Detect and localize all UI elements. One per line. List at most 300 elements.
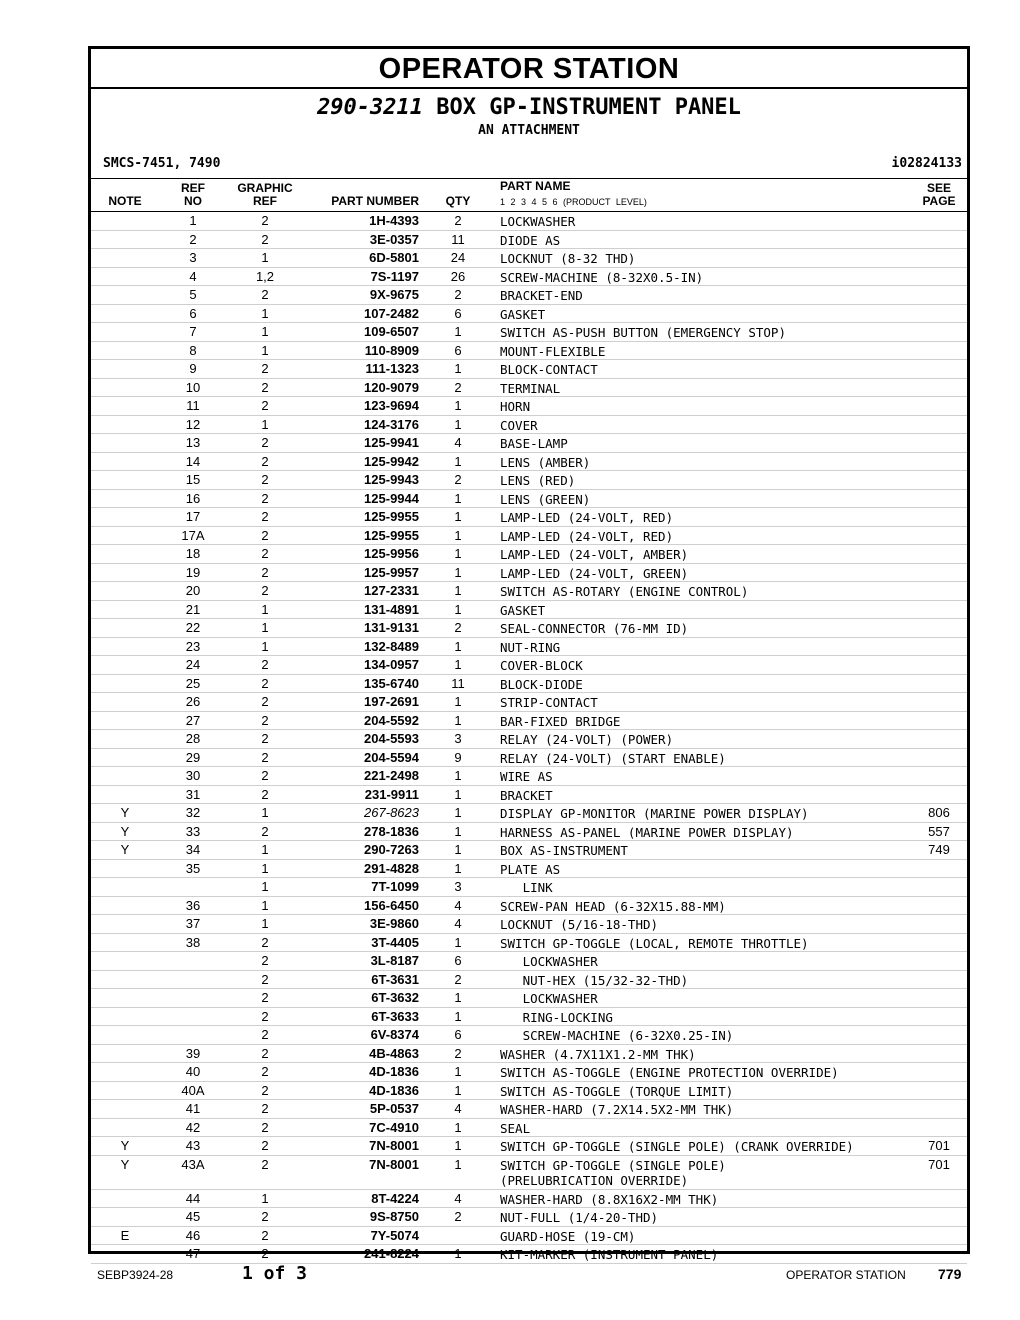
row-graphic-ref: 2	[261, 786, 269, 802]
row-part-name: PLATE AS	[500, 861, 561, 877]
row-qty: 4	[454, 1101, 462, 1116]
group-description: BOX GP-INSTRUMENT PANEL	[436, 95, 741, 120]
col-graphic-bottom: REF	[253, 194, 277, 208]
row-qty: 1	[454, 786, 462, 802]
row-qty: 1	[454, 490, 462, 506]
table-row	[91, 730, 967, 749]
row-graphic-ref: 1	[261, 250, 269, 265]
row-part-name: LENS (RED)	[500, 473, 576, 488]
row-qty: 1	[454, 1008, 462, 1024]
footer-page-of: 1 of 3	[242, 1263, 308, 1284]
row-part-name: LOCKWASHER	[500, 991, 598, 1006]
row-graphic-ref: 1	[261, 305, 269, 321]
row-graphic-ref: 1	[261, 879, 269, 894]
row-note: E	[120, 1227, 130, 1243]
row-ref-no: 37	[185, 916, 201, 931]
row-qty: 1	[454, 823, 462, 839]
row-part-number: 125-9942	[364, 453, 419, 469]
row-qty: 3	[454, 731, 462, 746]
row-part-name: DISPLAY GP-MONITOR (MARINE POWER DISPLAY)	[500, 806, 809, 821]
row-part-number: 125-9955	[364, 509, 419, 524]
row-note: Y	[120, 805, 130, 820]
row-part-number: 135-6740	[364, 675, 419, 691]
row-part-number: 7Y-5074	[370, 1227, 419, 1243]
row-graphic-ref: 2	[261, 1027, 269, 1042]
row-ref-no: 2	[189, 231, 197, 247]
row-part-name: LENS (GREEN)	[500, 491, 591, 507]
table-row	[91, 1245, 967, 1264]
row-graphic-ref: 2	[261, 490, 269, 506]
row-qty: 2	[454, 213, 462, 228]
row-part-number: 123-9694	[364, 398, 419, 413]
footer-page-number: 779	[938, 1266, 962, 1282]
row-graphic-ref: 1	[261, 916, 269, 931]
table-row	[91, 1208, 967, 1227]
row-part-name: KIT-MARKER (INSTRUMENT PANEL)	[500, 1247, 719, 1262]
row-part-name: HARNESS AS-PANEL (MARINE POWER DISPLAY)	[500, 824, 794, 840]
table-row	[91, 1227, 967, 1246]
row-graphic-ref: 2	[261, 1209, 269, 1224]
row-qty: 1	[454, 564, 462, 580]
table-row	[91, 249, 967, 268]
table-row	[91, 675, 967, 694]
table-row	[91, 268, 967, 287]
row-part-name: WASHER-HARD (8.8X16X2-MM THK)	[500, 1191, 719, 1207]
table-row	[91, 286, 967, 305]
table-row	[91, 471, 967, 490]
row-qty: 1	[454, 694, 462, 709]
col-see-top: SEE	[926, 181, 951, 195]
row-part-name: BRACKET	[500, 787, 553, 803]
row-graphic-ref: 2	[261, 953, 269, 968]
row-part-number: 6V-8374	[370, 1027, 419, 1042]
row-part-number: 6T-3631	[371, 971, 419, 987]
row-ref-no: 29	[185, 749, 201, 765]
row-part-name: LOCKNUT (5/16-18-THD)	[500, 917, 659, 932]
row-part-number: 3L-8187	[370, 953, 419, 968]
table-row	[91, 897, 967, 916]
col-qty: QTY	[445, 194, 471, 208]
table-row	[91, 231, 967, 250]
column-header	[91, 179, 967, 212]
table-row	[91, 1026, 967, 1045]
table-row	[91, 564, 967, 583]
table-row	[91, 638, 967, 657]
row-graphic-ref: 2	[261, 971, 269, 987]
row-part-number: 125-9957	[364, 564, 419, 580]
row-part-name: SWITCH AS-TOGGLE (ENGINE PROTECTION OVERRIDE)	[500, 1065, 839, 1080]
table-row	[91, 712, 967, 731]
row-part-number: 5P-0537	[369, 1101, 419, 1116]
row-part-number: 3E-9860	[369, 916, 419, 931]
table-row	[91, 508, 967, 527]
row-part-name: LINK	[500, 880, 553, 895]
row-graphic-ref: 2	[261, 1227, 269, 1243]
row-qty: 1	[454, 398, 462, 413]
row-graphic-ref: 2	[261, 435, 269, 450]
row-part-number: 109-6507	[364, 324, 419, 339]
row-part-number: 290-7263	[364, 842, 419, 857]
row-part-name: SEAL-CONNECTOR (76-MM ID)	[500, 621, 689, 636]
row-part-number: 111-1323	[365, 361, 419, 376]
row-part-number: 9X-9675	[369, 287, 419, 302]
table-row	[91, 397, 967, 416]
row-graphic-ref: 1	[261, 805, 269, 820]
row-qty: 1	[454, 453, 462, 469]
table-row	[91, 767, 967, 786]
row-part-number: 241-8224	[364, 1246, 419, 1261]
row-ref-no: 43	[185, 1138, 201, 1153]
row-part-name: SWITCH AS-ROTARY (ENGINE CONTROL)	[500, 584, 749, 599]
row-part-name: SWITCH AS-PUSH BUTTON (EMERGENCY STOP)	[500, 325, 786, 340]
row-part-number: 125-9955	[364, 527, 419, 543]
row-graphic-ref: 2	[261, 675, 269, 691]
row-part-number: 124-3176	[364, 416, 419, 432]
row-ref-no: 4	[189, 268, 197, 284]
table-row	[91, 989, 967, 1008]
table-row	[91, 952, 967, 971]
table-row	[91, 360, 967, 379]
row-ref-no: 11	[186, 398, 200, 413]
row-part-number: 197-2691	[364, 694, 419, 709]
row-part-name: SWITCH GP-TOGGLE (SINGLE POLE) (PRELUBRICATION OVERRIDE)	[500, 1157, 726, 1188]
row-part-number: 8T-4224	[371, 1190, 419, 1206]
table-row	[91, 323, 967, 342]
row-part-number: 125-9943	[364, 472, 419, 487]
row-qty: 2	[454, 379, 462, 395]
row-ref-no: 20	[185, 583, 201, 598]
row-graphic-ref: 2	[261, 1045, 269, 1061]
row-see-page: 557	[928, 823, 950, 839]
row-qty: 6	[454, 305, 462, 321]
row-qty: 2	[454, 971, 462, 987]
row-part-name: BLOCK-DIODE	[500, 676, 583, 692]
table-row	[91, 656, 967, 675]
row-part-name: HORN	[500, 399, 531, 414]
table-row	[91, 1156, 967, 1190]
row-ref-no: 10	[185, 379, 201, 395]
row-part-name: SWITCH GP-TOGGLE (LOCAL, REMOTE THROTTLE)	[500, 935, 809, 951]
row-graphic-ref: 2	[261, 934, 269, 950]
row-qty: 4	[454, 916, 462, 931]
row-graphic-ref: 1	[261, 342, 269, 358]
row-ref-no: 39	[185, 1045, 201, 1061]
row-graphic-ref: 1	[261, 638, 269, 654]
row-ref-no: 38	[185, 934, 201, 950]
col-note: NOTE	[108, 194, 142, 208]
table-row	[91, 1045, 967, 1064]
row-qty: 4	[454, 435, 462, 450]
row-part-number: 120-9079	[364, 379, 419, 395]
row-part-name: WASHER (4.7X11X1.2-MM THK)	[500, 1046, 696, 1062]
row-ref-no: 5	[189, 287, 197, 302]
row-qty: 6	[454, 953, 462, 968]
row-ref-no: 22	[185, 620, 201, 635]
row-part-name: WIRE AS	[500, 769, 553, 784]
row-graphic-ref: 2	[261, 379, 269, 395]
row-qty: 1	[454, 657, 462, 672]
row-part-number: 3E-0357	[369, 231, 419, 247]
row-part-number: 156-6450	[364, 897, 419, 913]
row-graphic-ref: 2	[261, 1008, 269, 1024]
row-part-name: LOCKWASHER	[500, 954, 598, 969]
row-part-number: 6T-3632	[371, 990, 419, 1005]
row-part-number: 221-2498	[364, 768, 419, 783]
illustration-id: i02824133	[891, 156, 962, 171]
table-row	[91, 379, 967, 398]
row-qty: 4	[454, 897, 462, 913]
row-ref-no: 6	[189, 305, 197, 321]
row-part-name: SCREW-PAN HEAD (6-32X15.88-MM)	[500, 898, 726, 914]
group-part-number: 290-3211	[317, 95, 424, 120]
row-part-name: DIODE AS	[500, 232, 561, 248]
row-part-name: SCREW-MACHINE (8-32X0.5-IN)	[500, 269, 704, 285]
row-ref-no: 13	[185, 435, 201, 450]
smcs-code: SMCS-7451, 7490	[103, 156, 221, 171]
row-part-number: 204-5593	[364, 731, 419, 746]
row-graphic-ref: 1	[261, 860, 269, 876]
row-graphic-ref: 2	[261, 546, 269, 561]
row-ref-no: 26	[185, 694, 201, 709]
row-part-number: 4B-4863	[369, 1045, 419, 1061]
table-row	[91, 453, 967, 472]
table-row	[91, 1082, 967, 1101]
row-ref-no: 42	[185, 1119, 201, 1135]
row-part-number: 7N-8001	[369, 1138, 419, 1153]
row-ref-no: 41	[185, 1101, 201, 1116]
row-part-name: BLOCK-CONTACT	[500, 362, 598, 377]
table-row	[91, 1137, 967, 1156]
row-part-number: 132-8489	[364, 638, 419, 654]
row-part-number: 7C-4910	[369, 1119, 419, 1135]
row-graphic-ref: 2	[261, 990, 269, 1005]
row-part-number: 7T-1099	[371, 879, 419, 894]
row-qty: 2	[454, 620, 462, 635]
table-row	[91, 1008, 967, 1027]
row-qty: 1	[454, 583, 462, 598]
row-part-number: 6T-3633	[371, 1008, 419, 1024]
row-ref-no: 16	[185, 490, 201, 506]
row-qty: 1	[454, 712, 462, 728]
table-row	[91, 1119, 967, 1138]
row-ref-no: 47	[185, 1246, 201, 1261]
row-part-name: LAMP-LED (24-VOLT, RED)	[500, 528, 674, 544]
row-ref-no: 30	[185, 768, 201, 783]
row-ref-no: 14	[185, 453, 201, 469]
row-graphic-ref: 2	[261, 1246, 269, 1261]
parts-group-header	[91, 89, 967, 179]
row-ref-no: 25	[185, 675, 201, 691]
row-part-name: LOCKWASHER	[500, 214, 576, 229]
row-qty: 2	[454, 287, 462, 302]
row-qty: 11	[451, 231, 465, 247]
row-ref-no: 7	[189, 324, 197, 339]
row-part-number: 131-4891	[364, 601, 419, 617]
row-ref-no: 43A	[181, 1156, 205, 1172]
row-part-name: RELAY (24-VOLT) (POWER)	[500, 732, 674, 747]
row-qty: 1	[454, 1064, 462, 1079]
row-part-number: 3T-4405	[371, 934, 419, 950]
table-row	[91, 582, 967, 601]
row-part-number: 278-1836	[364, 823, 419, 839]
footer-section: OPERATOR STATION	[786, 1268, 906, 1282]
row-part-number: 110-8909	[364, 342, 419, 358]
col-part-name: PART NAME	[500, 179, 571, 193]
row-part-number: 9S-8750	[369, 1209, 419, 1224]
col-part-number: PART NUMBER	[331, 194, 419, 208]
row-qty: 2	[454, 1209, 462, 1224]
row-part-name: GUARD-HOSE (19-CM)	[500, 1228, 636, 1244]
row-part-name: RING-LOCKING	[500, 1009, 613, 1025]
row-qty: 9	[454, 749, 462, 765]
row-graphic-ref: 2	[261, 453, 269, 469]
table-row	[91, 786, 967, 805]
row-ref-no: 12	[185, 416, 201, 432]
row-part-name: COVER	[500, 417, 538, 433]
row-part-name: BAR-FIXED BRIDGE	[500, 713, 621, 729]
row-see-page: 806	[928, 805, 950, 820]
row-graphic-ref: 2	[261, 1119, 269, 1135]
row-graphic-ref: 1	[261, 416, 269, 432]
row-qty: 3	[454, 879, 462, 894]
row-graphic-ref: 1	[261, 842, 269, 857]
table-row	[91, 416, 967, 435]
row-qty: 1	[454, 509, 462, 524]
row-graphic-ref: 2	[261, 472, 269, 487]
row-qty: 1	[454, 805, 462, 820]
row-ref-no: 19	[185, 564, 201, 580]
row-qty: 6	[454, 342, 462, 358]
row-ref-no: 18	[185, 546, 201, 561]
table-row	[91, 434, 967, 453]
row-part-name: NUT-HEX (15/32-32-THD)	[500, 972, 689, 988]
row-ref-no: 8	[189, 342, 197, 358]
row-part-name: TERMINAL	[500, 380, 561, 396]
row-note: Y	[120, 1138, 130, 1153]
row-graphic-ref: 2	[261, 231, 269, 247]
row-graphic-ref: 2	[261, 564, 269, 580]
row-qty: 4	[454, 1190, 462, 1206]
row-qty: 1	[454, 546, 462, 561]
row-graphic-ref: 1	[261, 324, 269, 339]
row-qty: 1	[454, 361, 462, 376]
table-row	[91, 823, 967, 842]
row-qty: 1	[454, 1119, 462, 1135]
row-ref-no: 46	[185, 1227, 201, 1243]
row-part-number: 7S-1197	[370, 268, 419, 284]
table-row	[91, 342, 967, 361]
footer-doc-id: SEBP3924-28	[97, 1268, 174, 1282]
row-graphic-ref: 2	[261, 749, 269, 765]
parts-list-frame	[88, 46, 970, 1262]
row-part-number: 1H-4393	[369, 213, 419, 228]
row-graphic-ref: 2	[261, 731, 269, 746]
row-graphic-ref: 2	[261, 1101, 269, 1116]
row-part-name: LAMP-LED (24-VOLT, AMBER)	[500, 547, 689, 562]
row-ref-no: 40	[185, 1064, 201, 1079]
row-ref-no: 24	[185, 657, 201, 672]
row-graphic-ref: 2	[261, 213, 269, 228]
row-qty: 1	[454, 1138, 462, 1153]
row-note: Y	[120, 842, 130, 857]
row-part-name: BOX AS-INSTRUMENT	[500, 843, 628, 858]
row-part-number: 134-0957	[364, 657, 419, 672]
row-part-name: GASKET	[500, 306, 546, 322]
parts-table-body	[91, 212, 967, 1264]
table-row	[91, 804, 967, 823]
row-part-name: LAMP-LED (24-VOLT, RED)	[500, 510, 674, 525]
col-graphic-top: GRAPHIC	[237, 181, 293, 195]
row-part-number: 204-5592	[364, 712, 419, 728]
row-note: Y	[120, 1156, 130, 1172]
row-graphic-ref: 2	[261, 1138, 269, 1153]
row-qty: 1	[454, 990, 462, 1005]
row-part-number: 231-9911	[364, 786, 419, 802]
row-graphic-ref: 1	[261, 601, 269, 617]
col-product-level: 1 2 3 4 5 6 (PRODUCT LEVEL)	[500, 197, 647, 207]
row-ref-no: 40A	[181, 1082, 205, 1098]
row-graphic-ref: 2	[261, 712, 269, 728]
row-part-number: 4D-1836	[369, 1064, 419, 1079]
row-part-name: SEAL	[500, 1120, 531, 1136]
row-graphic-ref: 2	[261, 1082, 269, 1098]
group-heading	[91, 95, 967, 121]
row-qty: 6	[454, 1027, 462, 1042]
row-graphic-ref: 2	[261, 527, 269, 543]
row-ref-no: 45	[185, 1209, 201, 1224]
row-ref-no: 28	[185, 731, 201, 746]
row-graphic-ref: 1	[261, 897, 269, 913]
row-qty: 1	[454, 860, 462, 876]
row-see-page: 701	[928, 1138, 950, 1153]
row-qty: 1	[454, 1082, 462, 1098]
row-graphic-ref: 2	[261, 1064, 269, 1079]
row-part-name: LAMP-LED (24-VOLT, GREEN)	[500, 565, 689, 581]
row-qty: 1	[454, 1156, 462, 1172]
row-part-number: 6D-5801	[369, 250, 419, 265]
row-graphic-ref: 2	[261, 657, 269, 672]
row-ref-no: 17A	[181, 527, 205, 543]
group-subtitle: AN ATTACHMENT	[478, 123, 580, 138]
row-part-name: STRIP-CONTACT	[500, 695, 598, 710]
row-ref-no: 34	[185, 842, 201, 857]
table-row	[91, 934, 967, 953]
row-part-name: LOCKNUT (8-32 THD)	[500, 251, 636, 266]
row-ref-no: 23	[185, 638, 201, 654]
row-part-number: 107-2482	[364, 305, 419, 321]
row-qty: 2	[454, 1045, 462, 1061]
row-part-name: NUT-FULL (1/4-20-THD)	[500, 1210, 659, 1225]
row-graphic-ref: 2	[261, 1156, 269, 1172]
row-graphic-ref: 1	[261, 1190, 269, 1206]
row-ref-no: 21	[185, 601, 201, 617]
table-row	[91, 878, 967, 897]
row-part-name: BASE-LAMP	[500, 436, 568, 451]
row-part-number: 127-2331	[364, 583, 419, 598]
row-qty: 2	[454, 472, 462, 487]
row-ref-no: 35	[185, 860, 201, 876]
row-qty: 24	[450, 250, 466, 265]
row-graphic-ref: 2	[261, 509, 269, 524]
row-part-number: 291-4828	[364, 860, 419, 876]
row-ref-no: 27	[185, 712, 201, 728]
row-part-name: SCREW-MACHINE (6-32X0.25-IN)	[500, 1028, 734, 1043]
row-part-name: BRACKET-END	[500, 288, 583, 303]
row-part-name: SWITCH AS-TOGGLE (TORQUE LIMIT)	[500, 1083, 734, 1099]
row-graphic-ref: 2	[261, 398, 269, 413]
table-row	[91, 693, 967, 712]
row-see-page: 701	[928, 1156, 950, 1172]
